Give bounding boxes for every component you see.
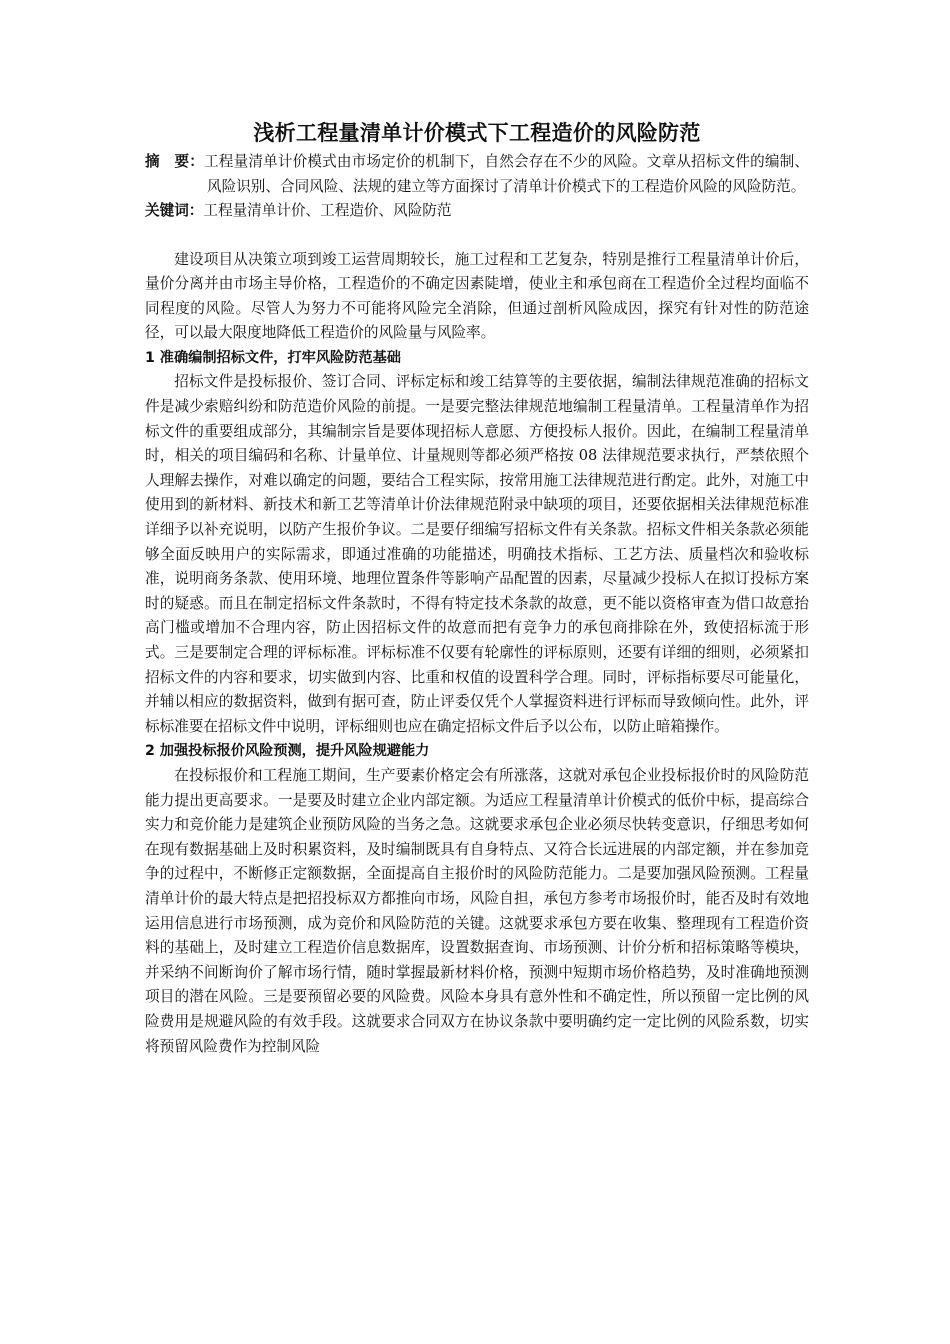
section-2-heading: 2 加强投标报价风险预测，提升风险规避能力 xyxy=(145,743,430,760)
abstract xyxy=(145,150,809,199)
document-title: 浅析工程量清单计价模式下工程造价的风险防范 xyxy=(253,121,701,145)
section-2-paragraph: 在投标报价和工程施工期间，生产要素价格定会有所涨落，这就对承包企业投标报价时的风险防范能力提出更高要求。一是要及时建立企业内部定额。为适应工程量清单计价模式的低价中标，提高综合实力和竞价能力是建筑企业预防风险的当务之急。这就要求承包企业必须尽快转变意识，仔细思考如何在现有数据基础上及时积累资料，及时编制既具有自身特点、又符合长远进展的内部定额，并在参加竞争的过程中，不断修正定额数据，全面提高自主报价时的风险防范能力。二是要加强风险预测。工程量清单计价的最大特点是把招投标双方都推向市场，风险自担，承包方参考市场报价时，能否及时有效地运用信息进行市场预测，成为竞价和风险防范的关键。这就要求承包方要在收集、整理现有工程造价资料的基础上，及时建立工程造价信息数据库，设置数据查询、市场预测、计价分析和招标策略等模块，并采纳不间断询价了解市场行情，随时掌握最新材料价格，预测中短期市场价格趋势，及时准确地预测项目的潜在风险。三是要预留必要的风险费。风险本身具有意外性和不确定性，所以预留一定比例的风险费用是规避风险的有效手段。这就要求合同双方在协议条款中要明确约定一定比例的风险系数，切实将预留风险费作为控制风险 xyxy=(145,766,809,1055)
section-1-heading: 1 准确编制招标文件，打牢风险防范基础 xyxy=(145,349,401,366)
keywords xyxy=(145,199,809,224)
keywords-label: 关键词： xyxy=(145,202,204,219)
section-1-paragraph: 招标文件是投标报价、签订合同、评标定标和竣工结算等的主要依据，编制法律规范准确的招标文件是减少索赔纠纷和防范造价风险的前提。一是要完整法律规范地编制工程量清单。工程量清单作为招标文件的重要组成部分，其编制宗旨是要体现招标人意愿、方便投标人报价。因此，在编制工程量清单时，相关的项目编码和名称、计量单位、计量规则等都必须严格按 08 法律规范要求执行，严禁依照个人理解去操作，对难以确定的问题，要结合工程实际，按常用施工法律规范进行酌定。此外，对施工中使用到的新材料、新技术和新工艺等清单计价法律规范附录中缺项的项目，还要依据相关法律规范标准详细予以补充说明，以防产生报价争议。二是要仔细编写招标文件有关条款。招标文件相关条款必须能够全面反映用户的实际需求，即通过准确的功能描述，明确技术指标、工艺方法、质量档次和验收标准，说明商务条款、使用环境、地理位置条件等影响产品配置的因素，尽量减少投标人在拟订投标方案时的疑惑。而且在制定招标文件条款时，不得有特定技术条款的故意，更不能以资格审查为借口故意抬高门槛或增加不合理内容，防止因招标文件的故意而把有竞争力的承包商排除在外，致使招标流于形式。三是要制定合理的评标标准。评标标准不仅要有轮廓性的评标原则，还要有详细的细则，必须紧扣招标文件的内容和要求，切实做到内容、比重和权值的设置科学合理。同时，评标指标要尽可能量化，并辅以相应的数据资料，做到有据可查，防止评委仅凭个人掌握资料进行评标而导致倾向性。此外，评标标准要在招标文件中说明，评标细则也应在确定招标文件后予以公布，以防止暗箱操作。 xyxy=(145,373,809,735)
keywords-text: 工程量清单计价、工程造价、风险防范 xyxy=(203,202,452,219)
abstract-text: 工程量清单计价模式由市场定价的机制下，自然会存在不少的风险。文章从招标文件的编制、风险识别、合同风险、法规的建立等方面探讨了清单计价模式下的工程造价风险的风险防范。 xyxy=(204,153,809,195)
intro-paragraph: 建设项目从决策立项到竣工运营周期较长，施工过程和工艺复杂，特别是推行工程量清单计价后，量价分离并由市场主导价格，工程造价的不确定因素陡增，使业主和承包商在工程造价全过程均面临不同程度的风险。尽管人为努力不可能将风险完全消除，但通过剖析风险成因，探究有针对性的防范途径，可以最大限度地降低工程造价的风险量与风险率。 xyxy=(145,250,809,342)
document-page xyxy=(145,118,809,1059)
abstract-label: 摘 要： xyxy=(145,153,205,170)
